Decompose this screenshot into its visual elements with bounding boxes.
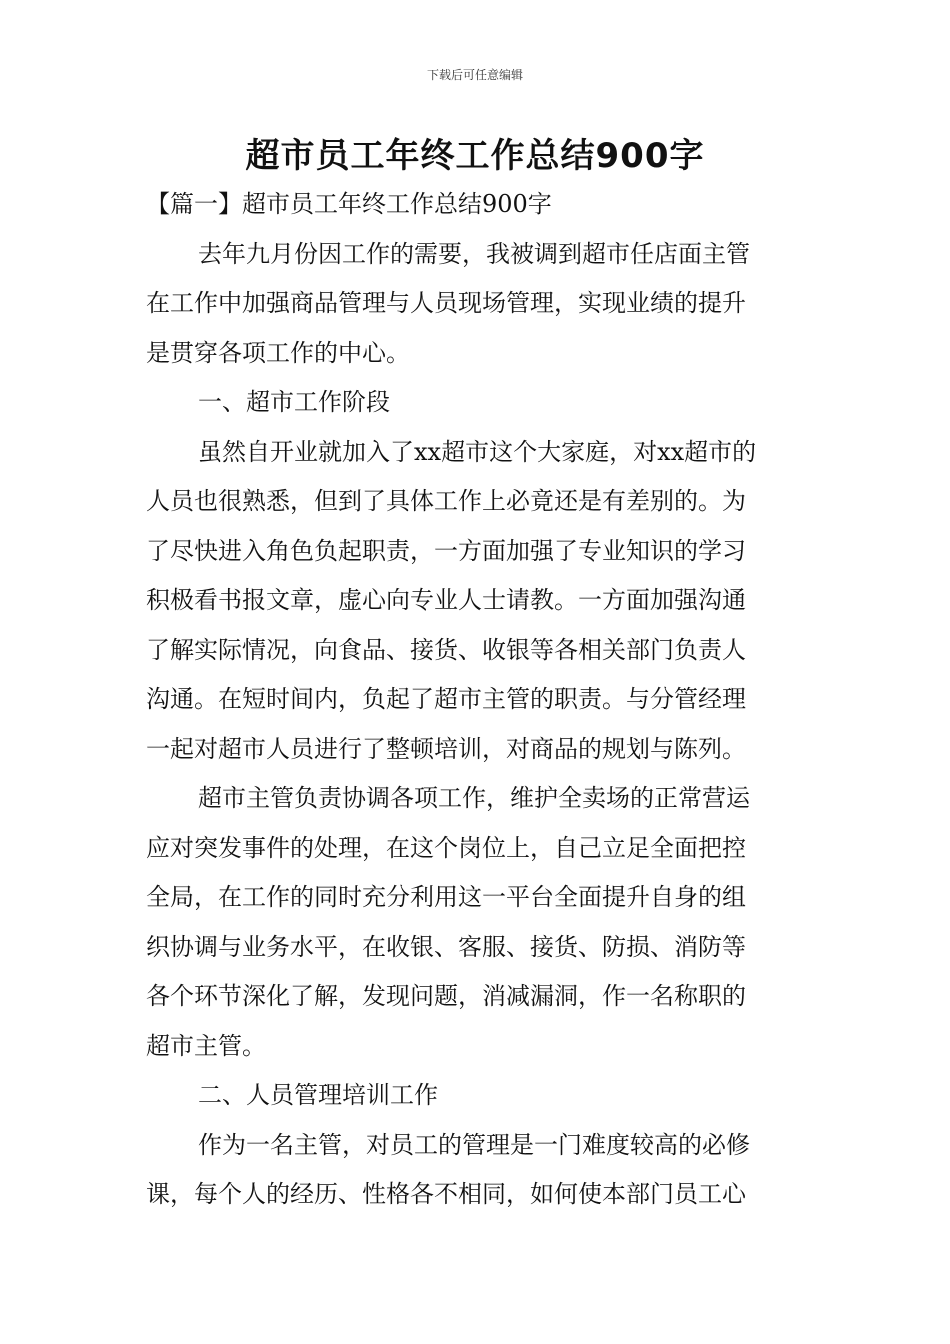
body-line: 全局，在工作的同时充分利用这一平台全面提升自身的组	[146, 883, 746, 911]
body-line: 是贯穿各项工作的中心。	[146, 338, 410, 367]
body-line: 了解实际情况，向食品、接货、收银等各相关部门负责人	[146, 635, 746, 664]
body-line: 织协调与业务水平，在收银、客服、接货、防损、消防等	[146, 932, 746, 961]
body-line: 超市主管负责协调各项工作，维护全卖场的正常营运	[198, 784, 750, 812]
body-line: 作为一名主管，对员工的管理是一门难度较高的必修	[198, 1130, 750, 1159]
body-line: 沟通。在短时间内，负起了超市主管的职责。与分管经理	[146, 685, 746, 713]
body-line: 各个环节深化了解，发现问题，消减漏洞，作一名称职的	[146, 982, 746, 1010]
body-line: 在工作中加强商品管理与人员现场管理，实现业绩的提升	[146, 289, 746, 317]
subsection-heading: 二、人员管理培训工作	[198, 1081, 438, 1109]
body-line: 了尽快进入角色负起职责，一方面加强了专业知识的学习	[146, 536, 746, 565]
body-line: 一起对超市人员进行了整顿培训，对商品的规划与陈列。	[146, 734, 746, 763]
document-title: 超市员工年终工作总结900字	[245, 136, 705, 176]
section-heading: 【篇一】超市员工年终工作总结900字	[146, 190, 552, 218]
body-line: 超市主管。	[146, 1031, 266, 1060]
body-line: 课，每个人的经历、性格各不相同，如何使本部门员工心	[146, 1180, 746, 1208]
body-line: 去年九月份因工作的需要，我被调到超市任店面主管	[198, 239, 750, 268]
body-line: 虽然自开业就加入了xx超市这个大家庭，对xx超市的	[198, 437, 757, 466]
header-note: 下载后可任意编辑	[426, 68, 523, 82]
subsection-heading: 一、超市工作阶段	[198, 388, 390, 416]
body-line: 应对突发事件的处理，在这个岗位上，自己立足全面把控	[146, 833, 746, 862]
body-line: 积极看书报文章，虚心向专业人士请教。一方面加强沟通	[146, 586, 746, 614]
document-body	[146, 180, 806, 1220]
body-line: 人员也很熟悉，但到了具体工作上必竟还是有差别的。为	[146, 487, 746, 515]
